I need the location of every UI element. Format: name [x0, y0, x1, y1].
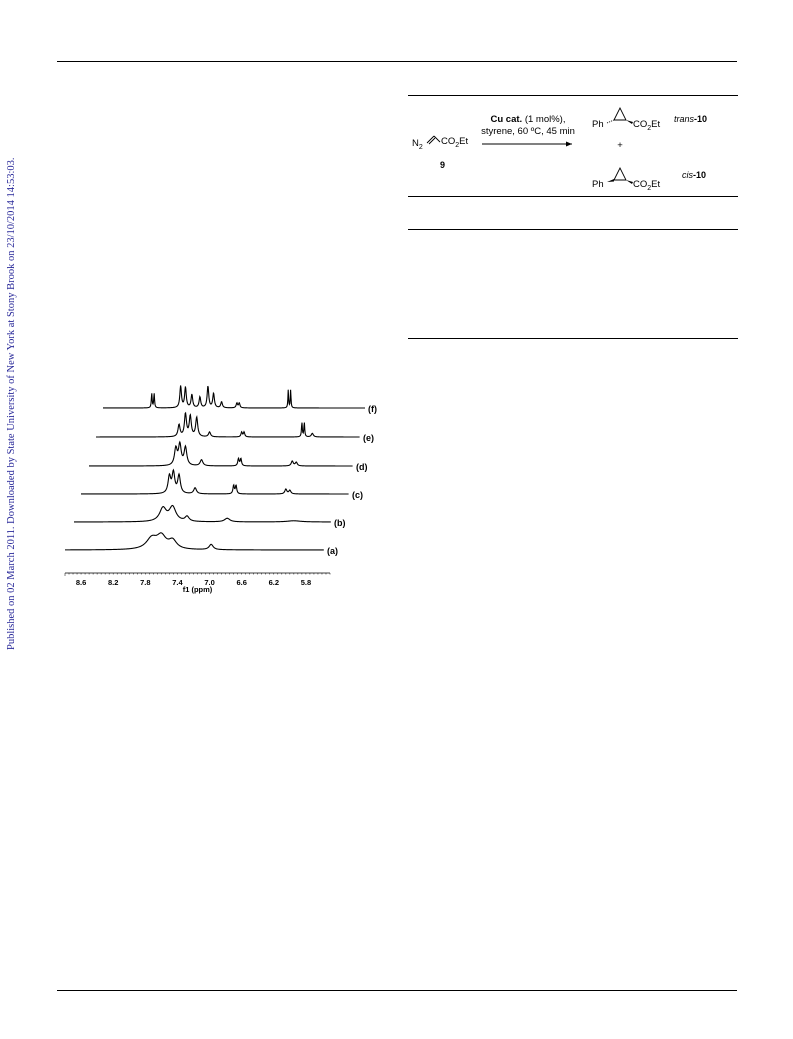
trans-product	[592, 108, 707, 132]
reagent-diazo-group: $N_2$	[412, 138, 423, 151]
table-rule-mid2	[408, 229, 738, 230]
cis-ph-group: Ph	[592, 179, 604, 190]
reaction-scheme	[408, 96, 738, 196]
reagent-bond-2	[434, 136, 440, 142]
cis-wedge-bond-right	[626, 180, 633, 184]
spectrum-trace-f	[103, 385, 365, 408]
cis-10-label: cis-10	[682, 170, 707, 180]
x-axis-title: f1 (ppm)	[182, 585, 213, 594]
x-tick-label: 7.0	[204, 578, 215, 587]
trans-ph-group: Ph	[592, 119, 604, 130]
reaction-arrow-head	[566, 142, 572, 147]
nmr-spectra-chart	[60, 380, 380, 595]
trans-cyclopropane-ring	[614, 108, 626, 120]
spectrum-label-a: (a)	[327, 546, 338, 556]
x-tick-label: 6.6	[236, 578, 247, 587]
conditions-text: styrene, 60 ºC, 45 min	[481, 126, 575, 137]
download-watermark-text: Published on 02 March 2011. Downloaded by State University of New York at Stony Brook on 23/10/2014 14:53:03.	[6, 157, 17, 650]
spectrum-trace-a	[65, 533, 324, 550]
trans-10-label: trans-10	[674, 114, 708, 124]
catalyst-text: Cu cat. (1 mol%),	[490, 114, 566, 125]
download-watermark	[6, 140, 20, 650]
table-rule-bottom	[408, 338, 738, 339]
x-tick-label: 8.2	[107, 578, 119, 587]
x-tick-label: 8.6	[75, 578, 87, 587]
table-rule-mid1	[408, 196, 738, 197]
compound-9-label: 9	[440, 160, 446, 170]
reagent-bond-double	[429, 138, 435, 144]
trans-hashed-bond	[607, 120, 614, 123]
plus-sign: +	[617, 140, 623, 151]
bottom-rule	[57, 990, 737, 991]
cis-cyclopropane-ring	[614, 168, 626, 180]
x-tick-label: 5.8	[300, 578, 312, 587]
spectrum-trace-d	[89, 442, 353, 466]
reagent-ester: $CO_2Et$	[441, 136, 469, 149]
spectrum-label-f: (f)	[368, 404, 377, 414]
trans-wedge-bond	[626, 120, 633, 124]
x-tick-label: 6.2	[268, 578, 280, 587]
cis-wedge-bond-left	[607, 179, 614, 182]
spectrum-label-d: (d)	[356, 462, 368, 472]
spectrum-label-e: (e)	[363, 433, 374, 443]
spectrum-label-b: (b)	[334, 518, 346, 528]
spectrum-label-c: (c)	[352, 490, 363, 500]
trans-ester: $CO_2Et$	[633, 119, 661, 132]
x-tick-label: 7.4	[172, 578, 183, 587]
cis-product	[592, 168, 706, 192]
x-tick-label: 7.8	[140, 578, 151, 587]
spectrum-trace-c	[81, 470, 349, 494]
spectrum-trace-e	[96, 413, 360, 437]
reaction-conditions	[481, 114, 575, 147]
top-rule	[57, 61, 737, 62]
cis-ester: $CO_2Et$	[633, 179, 661, 192]
reagent-9	[412, 136, 468, 170]
spectrum-trace-b	[74, 505, 331, 521]
